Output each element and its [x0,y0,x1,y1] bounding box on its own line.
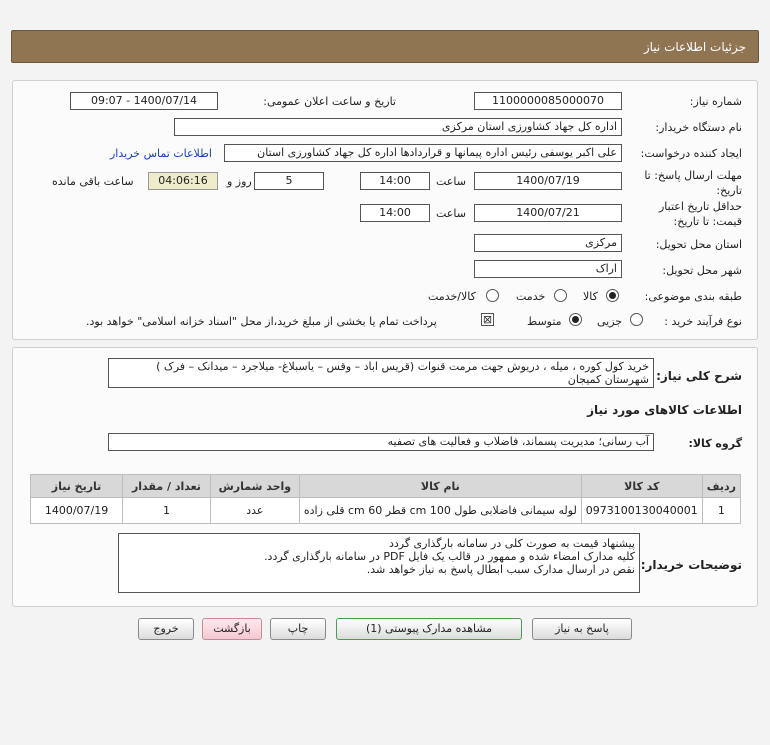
need-number-label: شماره نیاز: [689,95,742,108]
province-label: استان محل تحویل: [655,238,742,251]
print-button[interactable]: چاپ [270,618,326,640]
category-option-goods: کالا [583,290,598,303]
goods-group-label: گروه کالا: [688,437,742,450]
need-number-field: 1100000085000070 [474,92,622,110]
category-option-service: خدمت [516,290,546,303]
col-name: نام کالا [299,475,581,498]
col-date: تاریخ نیاز [31,475,123,498]
province-field: مرکزی [474,234,622,252]
table-header-row [31,475,741,498]
attachments-button[interactable]: مشاهده مدارک پیوستی (1) [336,618,522,640]
buyer-contact-link[interactable]: اطلاعات تماس خریدار [110,147,212,160]
remaining-label: ساعت باقی مانده [52,175,134,188]
buyer-org-label: نام دستگاه خریدار: [655,121,742,134]
summary-field: خرید کول کوره ، میله ، دریوش جهت مرمت قنوات (قریس اباد – وقس – یاسبلاغ- میلاجرد – میدانک – فرک ) شهرستان کمیجان [108,358,654,388]
buyer-notes-label: توضیحات خریدار: [640,558,742,572]
validity-time-label: ساعت [436,207,466,220]
requester-label: ایجاد کننده درخواست: [640,147,742,160]
cell-row: 1 [702,498,740,524]
buyer-notes-field [118,533,640,593]
reply-button[interactable]: پاسخ به نیاز [532,618,632,640]
days-label: روز و [227,175,252,188]
process-radio-medium[interactable] [569,313,582,326]
goods-section-title: اطلاعات کالاهای مورد نیاز [587,403,742,417]
treasury-checkbox[interactable]: ⊠ [482,313,493,326]
cell-code: 0973100130040001 [581,498,702,524]
summary-label: شرح کلی نیاز: [656,369,742,383]
col-row: ردیف [702,475,740,498]
back-button[interactable]: بازگشت [202,618,262,640]
col-unit: واحد شمارش [210,475,299,498]
city-field: اراک [474,260,622,278]
table-row[interactable] [31,498,741,524]
process-option-medium: متوسط [527,315,562,328]
remaining-time-field: 04:06:16 [148,172,218,190]
cell-name: لوله سیمانی فاضلابی طول 100 cm قطر 60 cm قلی زاده [299,498,581,524]
category-radio-service[interactable] [554,289,567,302]
process-label: نوع فرآیند خرید : [664,315,742,328]
col-qty: تعداد / مقدار [123,475,211,498]
requester-field: علی اکبر یوسفی رئیس اداره پیمانها و قراردادها اداره کل جهاد کشاورزی استان [224,144,622,162]
announce-field: 1400/07/14 - 09:07 [70,92,218,110]
category-radio-goods[interactable] [606,289,619,302]
cell-date: 1400/07/19 [31,498,123,524]
city-label: شهر محل تحویل: [662,264,742,277]
category-label: طبقه بندی موضوعی: [644,290,742,303]
goods-group-field: آب رسانی؛ مدیریت پسماند، فاضلاب و فعالیت های تصفیه [108,433,654,451]
buyer-note-line: نقص در ارسال مدارک سبب ابطال پاسخ به نیاز خواهد شد. [366,563,635,576]
deadline-time-field: 14:00 [360,172,430,190]
deadline-time-label: ساعت [436,175,466,188]
cell-qty: 1 [123,498,211,524]
process-option-minor: جزیی [597,315,623,328]
cell-unit: عدد [210,498,299,524]
announce-label: تاریخ و ساعت اعلان عمومی: [263,95,396,108]
exit-button[interactable]: خروج [138,618,194,640]
page-title: جزئیات اطلاعات نیاز [643,40,746,54]
buyer-org-field: اداره کل جهاد کشاورزی استان مرکزی [174,118,622,136]
validity-label: حداقل تاریخ اعتبار قیمت: تا تاریخ: [658,200,742,228]
category-option-goods-service: کالا/خدمت [428,290,476,303]
payment-note: پرداخت تمام یا بخشی از مبلغ خرید،از محل "اسناد خزانه اسلامی" خواهد بود. [86,315,437,328]
days-field: 5 [254,172,324,190]
col-code: کد کالا [581,475,702,498]
deadline-date-field: 1400/07/19 [474,172,622,190]
goods-table [30,474,741,524]
buyer-note-line: کلیه مدارک امضاء شده و ممهور در قالب یک فایل PDF در سامانه بارگذاری گردد. [264,550,635,563]
buyer-note-line: پیشنهاد قیمت به صورت کلی در سامانه بارگذاری گردد [388,537,635,550]
category-radio-goods-service[interactable] [486,289,499,302]
validity-date-field: 1400/07/21 [474,204,622,222]
page-header [11,30,759,63]
process-radio-minor[interactable] [630,313,643,326]
deadline-label: مهلت ارسال پاسخ: تا تاریخ: [644,169,742,197]
validity-time-field: 14:00 [360,204,430,222]
